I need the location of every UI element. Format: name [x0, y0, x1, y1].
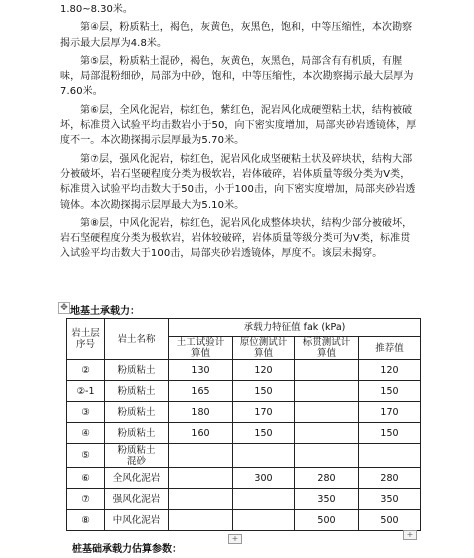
table-row: [67, 381, 421, 402]
header-group: 承载力特征值 fak (kPa): [169, 319, 421, 337]
row-soil-test: 130: [169, 360, 233, 381]
header-spt-test: 标贯测试计算值: [295, 337, 359, 360]
bearing-capacity-table: [66, 318, 421, 531]
row-seq: ⑦: [67, 489, 105, 510]
row-seq: ④: [67, 423, 105, 444]
row-recommended: 150: [359, 423, 421, 444]
table-row: [67, 423, 421, 444]
row-recommended: [359, 444, 421, 468]
row-spt-test: [295, 381, 359, 402]
row-spt-test: [295, 444, 359, 468]
row-insitu-test: [233, 444, 295, 468]
add-column-icon[interactable]: +: [403, 530, 417, 540]
paragraph-layer-6: 第⑥层，全风化泥岩，棕红色，紫红色，泥岩风化成硬塑粘土状，结构被破坏，标准贯入试验平均击数岩小于50，向下密实度增加，局部夹砂岩透镜体，厚度不一。本次勘探揭示层厚最为5.70米。: [60, 104, 417, 147]
row-spt-test: [295, 360, 359, 381]
row-spt-test: [295, 402, 359, 423]
row-soil-test: [169, 444, 233, 468]
row-recommended: 500: [359, 510, 421, 531]
header-recommended: 推荐值: [359, 337, 421, 360]
row-recommended: 170: [359, 402, 421, 423]
row-recommended: 350: [359, 489, 421, 510]
row-seq: ②-1: [67, 381, 105, 402]
add-row-icon[interactable]: +: [228, 534, 242, 544]
header-name: 岩土名称: [105, 319, 169, 360]
row-soil-test: 160: [169, 423, 233, 444]
header-soil-test: 土工试验计算值: [169, 337, 233, 360]
paragraph-layer-4: 第④层，粉质粘土，褐色，灰黄色，灰黑色，饱和，中等压缩性，本次勘察揭示最大层厚为4.8米。: [60, 22, 413, 49]
paragraph-layer-5: 第⑤层，粉质粘土混砂，褐色，灰黄色，灰黑色，局部含有有机质，有腥味，局部混粉细砂，局部为中砂，饱和，中等压缩性，本次勘察揭示最大层厚为7.60米。: [60, 55, 414, 98]
body-text: [60, 2, 420, 262]
row-soil-test: [169, 468, 233, 489]
row-name: 粉质粘土: [105, 360, 169, 381]
row-seq: ②: [67, 360, 105, 381]
row-soil-test: [169, 489, 233, 510]
move-handle-icon[interactable]: ✥: [58, 302, 70, 314]
row-insitu-test: 300: [233, 468, 295, 489]
row-name: 粉质粘土: [105, 423, 169, 444]
table-row: [67, 402, 421, 423]
table-row: [67, 444, 421, 468]
row-soil-test: 165: [169, 381, 233, 402]
paragraph: 1.80~8.30米。: [60, 4, 133, 15]
row-insitu-test: [233, 510, 295, 531]
row-insitu-test: 150: [233, 423, 295, 444]
table-row: [67, 468, 421, 489]
row-spt-test: 280: [295, 468, 359, 489]
table-row: [67, 360, 421, 381]
row-soil-test: [169, 510, 233, 531]
row-spt-test: 500: [295, 510, 359, 531]
row-insitu-test: [233, 489, 295, 510]
row-spt-test: 350: [295, 489, 359, 510]
row-recommended: 280: [359, 468, 421, 489]
row-name: 全风化泥岩: [105, 468, 169, 489]
table-body: [67, 360, 421, 531]
row-insitu-test: 120: [233, 360, 295, 381]
header-seq: 岩土层序号: [67, 319, 105, 360]
section-heading-foundation: 地基土承载力：: [70, 306, 140, 317]
row-spt-test: [295, 423, 359, 444]
row-seq: ⑥: [67, 468, 105, 489]
table-row: [67, 489, 421, 510]
row-insitu-test: 150: [233, 381, 295, 402]
row-recommended: 150: [359, 381, 421, 402]
header-insitu-test: 原位测试计算值: [233, 337, 295, 360]
section-heading-pile: 桩基础承载力估算参数：: [72, 544, 182, 555]
paragraph-layer-7: 第⑦层，强风化泥岩，棕红色，泥岩风化成坚硬粘土状及碎块状，结构大部分被破坏，岩石坚硬程度分类为极软岩，岩体破碎，岩体质量等级分类为Ⅴ类，标准贯入试验平均击数大于50击，小于100击，向下密实度增加，局部夹砂岩透镜体。本次勘探揭示层厚最大为5.10米。: [60, 153, 416, 211]
table-row: [67, 510, 421, 531]
row-name: 粉质粘土: [105, 381, 169, 402]
row-seq: ③: [67, 402, 105, 423]
row-soil-test: 180: [169, 402, 233, 423]
row-insitu-test: 170: [233, 402, 295, 423]
paragraph-layer-8: 第⑧层，中风化泥岩，棕红色，泥岩风化成整体块状，结构少部分被破坏，岩石坚硬程度分类为极软岩，岩体较破碎，岩体质量等级分类可为Ⅴ类，标准贯入试验平均击数大于100击，局部夹砂岩透镜体，厚度不。该层未揭穿。: [60, 217, 413, 260]
row-seq: ⑧: [67, 510, 105, 531]
row-name: 粉质粘土混砂: [105, 444, 169, 468]
row-name: 粉质粘土: [105, 402, 169, 423]
row-seq: ⑤: [67, 444, 105, 468]
row-name: 强风化泥岩: [105, 489, 169, 510]
row-name: 中风化泥岩: [105, 510, 169, 531]
row-recommended: 120: [359, 360, 421, 381]
